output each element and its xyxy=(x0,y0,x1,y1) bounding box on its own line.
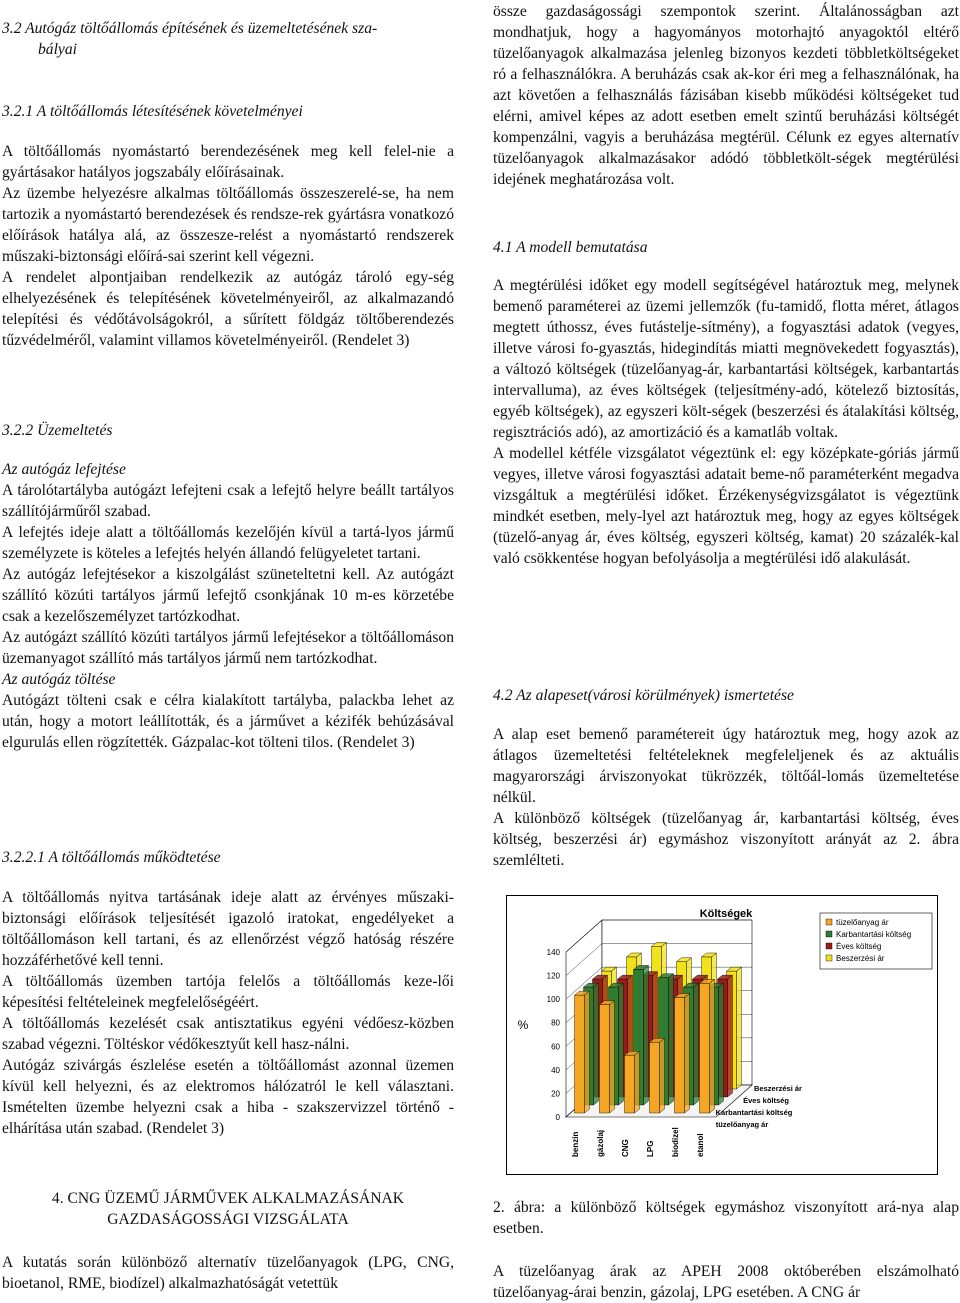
paragraph: A modellel kétféle vizsgálatot végeztünk el: egy középkate-góriás jármű vegyes, illetve városi fogyasztási adatait beme-nő paraméterként megadva vizsgáltuk a megtérülési időket. Érzékenységvizsgálatot is végeztünk mindkét esetben, mely-lyel azt határoztuk meg, hogy az egyes költségek (tüzelő-anyag ár, éves költség, egyszeri költség, kamat) 20 százalék-kal való csökkentése hogyan befolyásolja a megtérülési idő alakulását. xyxy=(493,445,959,567)
section-heading-4-1: 4.1 A modell bemutatása xyxy=(493,239,648,256)
legend-swatch xyxy=(826,955,832,961)
paragraph: A lefejtés ideje alatt a töltőállomás kezelőjén kívül a tartá-lyos jármű személyzete is köteles a lefejtés helyén állandó felügyeletet tartani. xyxy=(2,524,454,562)
paragraph: A töltőállomás nyomástartó berendezésének meg kell felel-nie a gyártásakor hatályos jogszabály előírásainak. xyxy=(2,143,454,181)
heading-line: bályai xyxy=(38,41,77,58)
paragraph: Az üzembe helyezésre alkalmas töltőállomás összeszerelé-se, ha nem tartozik a nyomástartó berendezések és rendsze-rek gyártásra vonatkozó előírások hatálya alá, az összesze-relést a nyomástartó rendszerek műszaki-biztonsági előírá-sai szerint kell végezni. xyxy=(2,185,454,265)
bar-side xyxy=(710,979,715,1113)
y-axis-label: % xyxy=(517,1018,529,1032)
x-tick-label: etanol xyxy=(696,1133,705,1157)
y-tick-label: 120 xyxy=(546,971,560,981)
paragraph: A töltőállomás nyitva tartásának ideje alatt az érvényes műszaki-biztonsági előírások teljesítését igazoló iratokat, engedélyeket a töltőállomáson kell tartani, és az ellenőrzést végző hatóság részére hozzáférhetővé kell tenni. xyxy=(2,889,454,969)
bar-side xyxy=(594,983,599,1105)
y-tick-label: 60 xyxy=(551,1042,560,1052)
x-tick-label: benzin xyxy=(571,1131,580,1157)
figure-caption: 2. ábra: a különböző költségek egymáshoz viszonyított ará-nya alap esetben. xyxy=(493,1199,959,1237)
chart-legend xyxy=(820,913,932,969)
heading-line: 3.2 Autógáz töltőállomás építésének és üzemeltetésének sza- xyxy=(2,20,378,37)
bar xyxy=(600,1005,610,1113)
paragraph: össze gazdaságossági szempontok szerint. Általánosságban azt mondhatjuk, hogy a hagyományos motorhajtó anyagoktól eltérő tüzelőanyagok alkalmazása jelenleg bizonyos kezdeti többletköltségeket ró a felhasználókra. A beruházás csak ak-kor éri meg a felhasználónak, ha azt követően a felhasználás fázisában kisebb működési költségeket tud elérni, amivel képes az adott esetben emelt szintű beruházási költségét kompenzálni, vagyis a beruházása megtérül. Célunk ez egyes alternatív tüzelőanyagok alkalmazásakor adódó többletkölt-ségek megtérülési idejének meghatározása volt. xyxy=(493,3,959,188)
section-heading-3-2-1: 3.2.1 A töltőállomás létesítésének követelményei xyxy=(2,103,303,120)
paragraph: A különböző költségek (tüzelőanyag ár, karbantartási költség, éves költség, beszerzési ár) egymáshoz viszonyított arányát az 2. ábra szemlélteti. xyxy=(493,810,959,869)
bar-side xyxy=(737,967,742,1089)
legend-label: Éves költség xyxy=(836,942,882,951)
paragraph: A töltőállomás kezelését csak antisztatikus egyéni védőesz-közben szabad végezni. Töltéskor védőkesztyűt kell hasz-nálni. xyxy=(2,1015,454,1053)
section-heading-4-2: 4.2 Az alapeset(városi körülmények) ismertetése xyxy=(493,687,794,704)
paragraph: A tárolótartályba autógázt lefejteni csak a lefejtő helyre beállt tartályos szállítójárműről szabad. xyxy=(2,482,454,520)
depth-axis-label: tüzelőanyag ár xyxy=(715,1120,769,1129)
legend-swatch xyxy=(826,919,832,925)
section-heading-3-2-2: 3.2.2 Üzemeltetés xyxy=(2,422,113,439)
bar-side xyxy=(585,991,590,1113)
chart-title: Költségek xyxy=(699,908,753,920)
y-tick-label: 20 xyxy=(551,1089,560,1099)
bar-side xyxy=(694,983,699,1105)
legend-label: Beszerzési ár xyxy=(836,954,885,963)
legend-label: tüzelőanyag ár xyxy=(836,918,889,927)
paragraph: A tüzelőanyag árak az APEH 2008 októberében elszámolható tüzelőanyag-árai benzin, gázolaj, LPG esetében. A CNG ár xyxy=(493,1263,959,1301)
paragraph: A kutatás során különböző alternatív tüzelőanyagok (LPG, CNG, bioetanol, RME, biodízel) alkalmazhatóságát vetettük xyxy=(2,1254,454,1292)
y-tick-label: 80 xyxy=(551,1018,560,1028)
section-heading-3-2-2-1: 3.2.2.1 A töltőállomás működtetése xyxy=(2,849,221,866)
bar xyxy=(700,983,710,1113)
x-tick-label: biodízel xyxy=(671,1127,680,1157)
x-tick-label: LPG xyxy=(646,1140,655,1157)
legend-swatch xyxy=(826,943,832,949)
bar xyxy=(675,998,685,1114)
bar-side xyxy=(644,965,649,1105)
x-tick-label: gázolaj xyxy=(596,1129,605,1157)
bar-side xyxy=(669,974,674,1105)
bar xyxy=(575,995,585,1113)
y-tick-label: 40 xyxy=(551,1065,560,1075)
y-tick-label: 100 xyxy=(546,995,560,1005)
legend-swatch xyxy=(826,931,832,937)
chapter-heading-line: 4. CNG ÜZEMŰ JÁRMŰVEK ALKALMAZÁSÁNAK xyxy=(51,1190,405,1207)
paragraph: A töltőállomás üzemben tartója felelős a töltőállomás keze-lői képesítési feltételeinek megfelelőségéért. xyxy=(2,973,454,1011)
x-tick-label: CNG xyxy=(621,1139,630,1157)
paragraph: A rendelet alpontjaiban rendelkezik az autógáz tároló egy-ség elhelyezésének és telepítésének követelményeiről, az alkalmazandó telepítési és védőtávolságokról, a sűrített földgáz töltőberendezés tűzvédelméről, valamint villamos követelményeiről. (Rendelet 3) xyxy=(2,269,454,349)
bar-side xyxy=(719,983,724,1105)
paragraph: Autógáz szivárgás észlelése esetén a töltőállomást azonnal üzemen kívül kell helyezni, és az elektromos hálózatról le kell választani. Ismételten üzembe helyezni csak a hiba - szakszervizzel történő - elhárítása után szabad. (Rendelet 3) xyxy=(2,1057,454,1137)
legend-label: Karbantartási költség xyxy=(836,930,912,939)
depth-axis-label: Beszerzési ár xyxy=(754,1084,802,1093)
bar-side xyxy=(728,975,733,1097)
depth-axis-label: Karbantartási költség xyxy=(715,1108,793,1117)
bar-side xyxy=(685,994,690,1114)
depth-axis-label: Éves költség xyxy=(743,1096,789,1105)
bar-side xyxy=(660,1038,665,1113)
cost-chart xyxy=(506,895,938,1175)
subheading-toltese: Az autógáz töltése xyxy=(2,671,116,688)
y-tick-label: 140 xyxy=(546,948,560,957)
chapter-heading-line: GAZDASÁGOSSÁGI VIZSGÁLATA xyxy=(107,1211,349,1228)
bar-side xyxy=(610,1001,615,1113)
chapter-heading xyxy=(2,1188,454,1230)
bar-side xyxy=(619,983,624,1105)
paragraph: Autógázt tölteni csak e célra kialakított tartályba, palackba lehet az után, hogy a motort leállították, és a járművet a kézifék behúzásával elgurulás ellen rögzítették. Gázpalac-kot tölteni tilos. (Rendelet 3) xyxy=(2,692,454,751)
section-heading-3-2 xyxy=(2,18,454,60)
paragraph: A alap eset bemenő paramétereit úgy határoztuk meg, hogy azok az átlagos üzemeltetési feltételeknek megfeleljenek és az aktuális magyarországi árviszonyokat tükrözzék, töltőál-lomás üzemeltetése nélkül. xyxy=(493,726,959,806)
y-tick-label: 0 xyxy=(555,1113,560,1122)
bar xyxy=(650,1042,660,1113)
paragraph: Az autógáz lefejtésekor a kiszolgálást szüneteltetni kell. Az autógázt szállító közúti tartályos jármű lefejtő csonkjának 10 m-es körzetébe csak a kezelőszemélyzet tartózkodhat. xyxy=(2,566,454,625)
paragraph: A megtérülési időket egy modell segítségével határoztuk meg, melynek bemenő paraméterei az üzemi jellemzők (fu-tamidő, flotta méret, átlagos megtett úthossz, éves futásteljе-sítmény), a fogyasztási adatok (vegyes, illetve városi fo-gyasztás, hidegindítás miatti megnövekedett fogyasztás), a változó költségek (tüzelőanyag-ár, karbantartási költségek, karbantartás intervalluma), az éves költségek (teljesítmény-adó, kötelező biztosítás, egyéb költségek), az egyszeri költ-ségek (beszerzési és átalakítási költség, regisztrációs adó), az amortizáció és a kamatláb voltak. xyxy=(493,277,959,441)
bar xyxy=(625,1055,635,1113)
paragraph: Az autógázt szállító közúti tartályos jármű lefejtésekor a töltőállomáson üzemanyagot szállító más tartályos jármű nem tartózkodhat. xyxy=(2,629,454,667)
bar-side xyxy=(635,1051,640,1113)
subheading-lefejtes: Az autógáz lefejtése xyxy=(2,461,126,478)
